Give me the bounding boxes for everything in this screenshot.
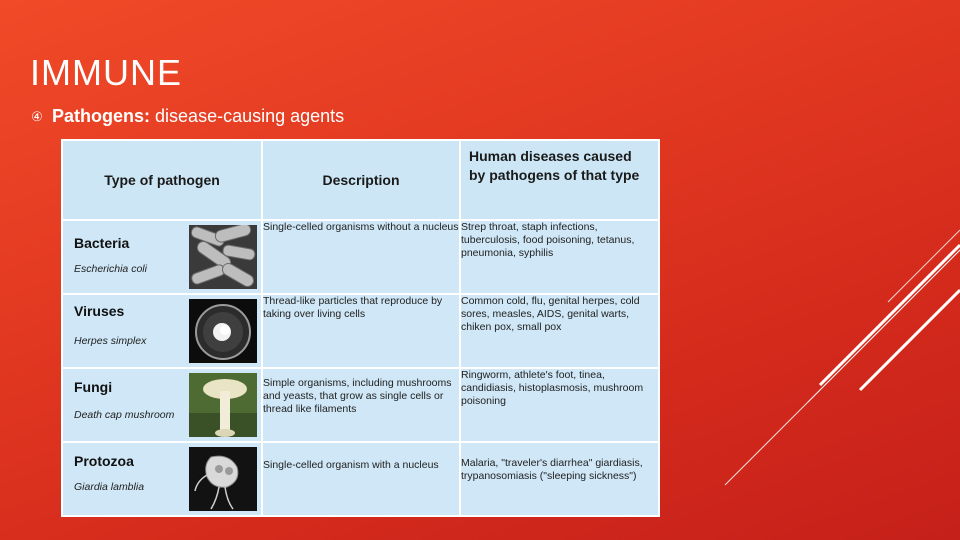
pathogen-type-name: Viruses: [74, 303, 125, 319]
pathogen-table: [61, 139, 660, 517]
type-cell: [62, 294, 262, 368]
table-row: [62, 442, 659, 516]
pathogen-type-name: Bacteria: [74, 235, 130, 251]
pathogen-table-container: [61, 139, 658, 502]
description-cell: Thread-like particles that reproduce by taking over living cells: [262, 294, 460, 368]
type-cell: [62, 220, 262, 294]
diseases-cell: Common cold, flu, genital herpes, cold sores, measles, AIDS, genital warts, chiken pox, small pox: [460, 294, 659, 368]
protozoa-micrograph-image: [189, 447, 257, 511]
bullet-point: [30, 106, 344, 127]
pathogen-type-name: Fungi: [74, 379, 113, 395]
column-header-description: Description: [262, 140, 460, 220]
pathogen-example: Herpes simplex: [74, 335, 147, 347]
bacteria-micrograph-image: [189, 225, 257, 289]
column-header-type: Type of pathogen: [62, 140, 262, 220]
table-row: [62, 368, 659, 442]
description-cell: Simple organisms, including mushrooms and yeasts, that grow as single cells or thread like filaments: [262, 368, 460, 442]
virus-micrograph-image: [189, 299, 257, 363]
type-cell: [62, 442, 262, 516]
pathogen-example: Death cap mushroom: [74, 409, 175, 421]
column-header-diseases: Human diseases caused by pathogens of that type: [460, 140, 659, 220]
slide-title: IMMUNE: [30, 52, 182, 93]
diseases-cell: Ringworm, athlete's foot, tinea, candidiasis, histoplasmosis, mushroom poisoning: [460, 368, 659, 442]
circled-number-four-icon: ④: [31, 108, 43, 124]
diseases-cell: Strep throat, staph infections, tuberculosis, food poisoning, tetanus, pneumonia, syphilis: [460, 220, 659, 294]
pathogen-example: Giardia lamblia: [74, 481, 145, 493]
description-cell: Single-celled organism with a nucleus: [262, 442, 460, 516]
description-cell: Single-celled organisms without a nucleus: [262, 220, 460, 294]
diseases-cell: Malaria, "traveler's diarrhea" giardiasis, trypanosomiasis ("sleeping sickness"): [460, 442, 659, 516]
bullet-term: Pathogens:: [52, 106, 151, 126]
mushroom-photo-image: [189, 373, 257, 437]
pathogen-type-name: Protozoa: [74, 453, 134, 469]
table-header-row: [62, 140, 659, 220]
type-cell: [62, 368, 262, 442]
pathogen-example: Escherichia coli: [74, 263, 147, 275]
table-row: [62, 220, 659, 294]
bullet-definition: disease-causing agents: [155, 106, 345, 126]
table-row: [62, 294, 659, 368]
